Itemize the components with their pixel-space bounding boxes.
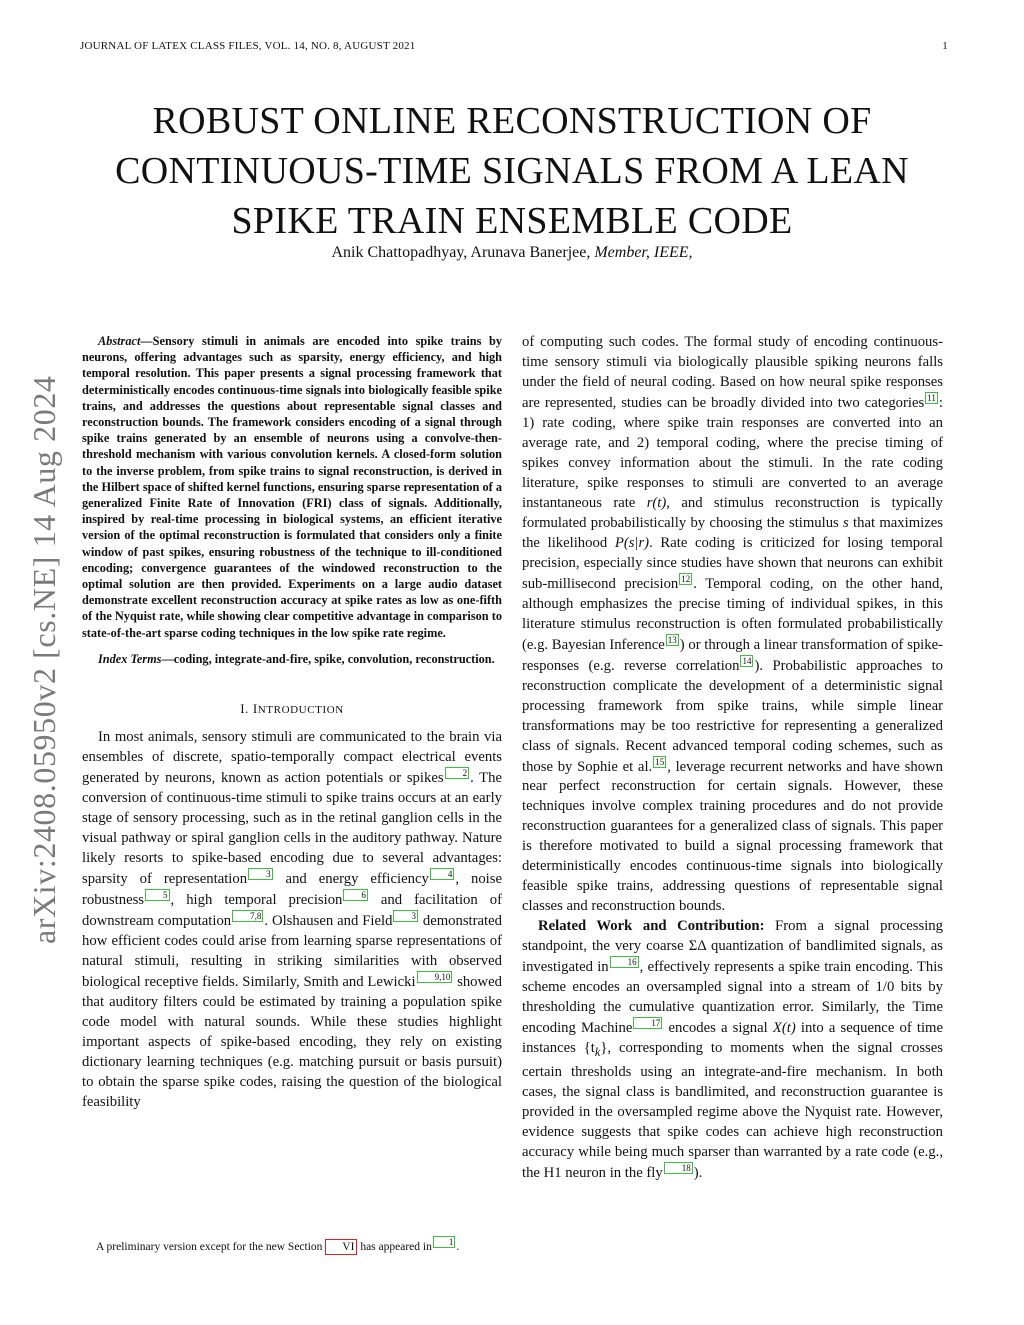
citation-link[interactable]: 11	[927, 393, 936, 403]
section-heading-introduction	[82, 701, 502, 717]
journal-header: JOURNAL OF LATEX CLASS FILES, VOL. 14, NO. 8, AUGUST 2021	[80, 40, 416, 52]
citation-link[interactable]: 14	[742, 655, 752, 666]
citation-link[interactable]: 3	[248, 868, 273, 880]
text-span: and facilitation of downstream computation	[82, 891, 502, 929]
math-sigma-delta: ΣΔ	[688, 938, 706, 955]
text-span: , leverage recurrent networks and have shown near perfect reconstruction for certain signals. However, these techniques involve complex training procedures and do not provide reconstruction guarantees for a generalized class of signals. This paper is therefore motivated to build a signal processing framework that deterministically encodes continuous-time signals into biologically feasible spike trains, addressing questions of representable signal classes and reconstruction bounds.	[522, 758, 943, 915]
page-number: 1	[942, 40, 948, 52]
math-time-instances	[583, 1040, 608, 1060]
footnote-text: .	[456, 1240, 460, 1253]
text-span: From a signal processing standpoint, the very coarse	[522, 918, 943, 955]
math-brace: {t	[583, 1040, 595, 1057]
citation-link[interactable]: 4	[430, 868, 455, 880]
text-span: , noise robustness	[82, 870, 502, 908]
footnote-text: has appeared in	[357, 1240, 432, 1253]
related-work-paragraph	[522, 916, 943, 1183]
index-terms-label: Index Terms	[98, 651, 162, 666]
text-span: . Temporal coding, on the other hand, although emphasizes the precise timing of individual spikes, in this literature stimulus reconstruction is often formulated probabilistically (e.g. Bayesian Inference	[522, 575, 943, 653]
citation-link[interactable]: 18	[664, 1162, 693, 1174]
citation-link[interactable]: 6	[343, 889, 368, 901]
citation-link[interactable]: 9,10	[417, 971, 453, 983]
math-rate: r(t)	[646, 494, 667, 511]
text-span: demonstrated how efficient codes could arise from learning sparse representations of natural stimuli, resulting in striking similarities with observed biological receptive fields. Similarly, Smith and Lewicki	[82, 912, 502, 990]
running-header	[80, 40, 948, 52]
text-span: encodes a signal	[663, 1020, 773, 1037]
text-span: quantization of bandlimited signals, as investigated in	[522, 938, 944, 976]
text-span: : 1) rate coding, where spike train responses are converted into an average rate, and 2) temporal coding, where the precise timing of spikes convey information about the stimuli. In the rate coding literature, spike responses to stimuli are converted to an average instantaneous rate	[522, 394, 943, 511]
index-terms-text: —coding, integrate-and-fire, spike, convolution, reconstruction.	[161, 651, 495, 666]
footnote-text: A preliminary version except for the new Section	[96, 1240, 326, 1253]
math-likelihood: P(s|r)	[614, 534, 650, 551]
text-span: and energy efficiency	[273, 870, 429, 887]
citation-link[interactable]: 17	[633, 1017, 662, 1029]
intro-paragraph-1	[82, 727, 502, 1111]
citation-link[interactable]: 2	[445, 767, 470, 779]
section-title-initial: I	[252, 701, 258, 717]
footnote	[82, 1236, 502, 1255]
text-span: , corresponding to moments when the signal crosses certain thresholds using an integrate-and-fire mechanism. In both cases, the signal class is bandlimited, and reconstruction guarantee is provided in the oversampled regime above the Nyquist rate. However, evidence suggests that spike codes can achieve high reconstruction accuracy while being much sparser than warranted by a rate code (e.g., the H1 neuron in the fly	[522, 1040, 943, 1182]
paper-title	[60, 96, 964, 246]
right-column	[522, 332, 943, 1183]
abstract	[82, 333, 502, 641]
title-line-1: ROBUST ONLINE RECONSTRUCTION OF	[152, 100, 872, 142]
math-signal: X(t)	[772, 1020, 796, 1037]
title-line-2: CONTINUOUS-TIME SIGNALS FROM A LEAN	[115, 150, 909, 192]
intro-paragraph-continued	[522, 332, 943, 916]
title-line-3: SPIKE TRAIN ENSEMBLE CODE	[231, 200, 793, 242]
text-span: ). Probabilistic approaches to reconstruction complicate the development of a deterministic signal processing framework from spike trains, while simple linear transformations may be too restrictive for representing a generalized class of signals. Recent advanced temporal coding schemes, such as those by Sophie et al.	[522, 657, 944, 775]
author-line	[60, 244, 964, 262]
citation-link[interactable]: 3	[393, 910, 418, 922]
text-span: , high temporal precision	[170, 891, 343, 908]
citation-link[interactable]: 13	[667, 634, 677, 645]
citation-link[interactable]: 16	[610, 956, 639, 968]
text-span: of computing such codes. The formal study of encoding continuous-time sensory stimuli via biologically plausible spiking neurons falls under the field of neural coding. Based on how neural spike responses are represented, studies can be broadly divided into two categories	[522, 334, 943, 411]
text-span: . Rate coding is criticized for losing temporal precision, especially since studies have shown that neurons can exhibit sub-millisecond precision	[522, 534, 943, 592]
text-span: , effectively represents a spike train encoding. This scheme encodes an oversampled signal into a stream of 1/0 bits by thresholding the cumulative quantization error. Similarly, the Time encoding Machine	[522, 959, 943, 1037]
section-title-rest: NTRODUCTION	[257, 704, 344, 717]
section-ref-link[interactable]: VI	[325, 1239, 357, 1255]
arxiv-stamp: arXiv:2408.05950v2 [cs.NE] 14 Aug 2024	[26, 375, 62, 944]
text-span: into a sequence of time instances	[522, 1020, 943, 1057]
index-terms	[82, 651, 502, 667]
related-work-label: Related Work and Contribution:	[538, 918, 765, 935]
abstract-label: Abstract	[98, 334, 141, 348]
author-membership: Member, IEEE,	[594, 244, 693, 261]
citation-link[interactable]: 15	[655, 756, 665, 767]
text-span: showed that auditory filters could be estimated by training a population spike code model with natural sounds. While these studies highlight important aspects of spike-based encoding, they rely on existing dictionary learning techniques (e.g. matching pursuit or basis pursuit) to obtain the sparse spike codes, raising the question of the biological feasibility	[82, 973, 503, 1110]
text-span: . The conversion of continuous-time stimuli to spike trains occurs at an early stage of sensory processing, such as in the retinal ganglion cells in the visual pathway or spiral ganglion cells in the auditory pathway. Nature likely resorts to spike-based encoding due to several advantages: sparsity of representation	[82, 769, 502, 887]
text-span: ) or through a linear transformation of spike-responses (e.g. reverse correlation	[522, 636, 943, 674]
text-span: , and stimulus reconstruction is typically formulated probabilistically by choosing the stimulus	[522, 494, 943, 531]
citation-link[interactable]: 12	[681, 573, 691, 584]
text-span: In most animals, sensory stimuli are communicated to the brain via ensembles of discrete, spatio-temporally compact electrical events generated by neurons, known as action potentials or spikes	[82, 729, 502, 786]
text-span: . Olshausen and Field	[264, 912, 393, 929]
abstract-text: —Sensory stimuli in animals are encoded into spike trains by neurons, offering advantages such as sparsity, energy efficiency, and high temporal resolution. This paper presents a signal processing framework that deterministically encodes continuous-time signals into biologically feasible spike trains, and addresses the questions about representable signal classes and reconstruction bounds. The framework considers encoding of a signal through spike trains generated by an ensemble of neurons using a convolve-then-threshold mechanism with various convolution kernels. A closed-form solution to the inverse problem, from spike trains to signal reconstruction, is derived in the Hilbert space of shifted kernel functions, ensuring sparse representation of a generalized Finite Rate of Innovation (FRI) class of signals. Additionally, inspired by real-time processing in biological systems, an efficient iterative version of the optimal reconstruction is formulated that considers only a finite window of past spikes, ensuring robustness of the technique to ill-conditioned encoding; convergence guarantees of the windowed reconstruction to the optimal solution are then provided. Experiments on a large audio dataset demonstrate excellent reconstruction accuracy at spike rates as low as one-fifth of the Nyquist rate, while showing clear competitive advantage in comparison to state-of-the-art sparse coding techniques in the low spike rate regime.	[82, 334, 502, 640]
text-span: that maximizes the likelihood	[522, 514, 943, 551]
section-number: I.	[240, 701, 249, 717]
math-subscript: k	[594, 1045, 601, 1060]
math-brace: }	[600, 1040, 608, 1057]
citation-link[interactable]: 5	[145, 889, 170, 901]
author-names: Anik Chattopadhyay, Arunava Banerjee,	[331, 244, 591, 261]
math-stimulus: s	[843, 514, 849, 531]
text-span: ).	[693, 1165, 703, 1182]
citation-link[interactable]: 1	[433, 1236, 456, 1248]
left-column	[82, 333, 502, 1112]
citation-link[interactable]: 7,8	[232, 910, 263, 922]
